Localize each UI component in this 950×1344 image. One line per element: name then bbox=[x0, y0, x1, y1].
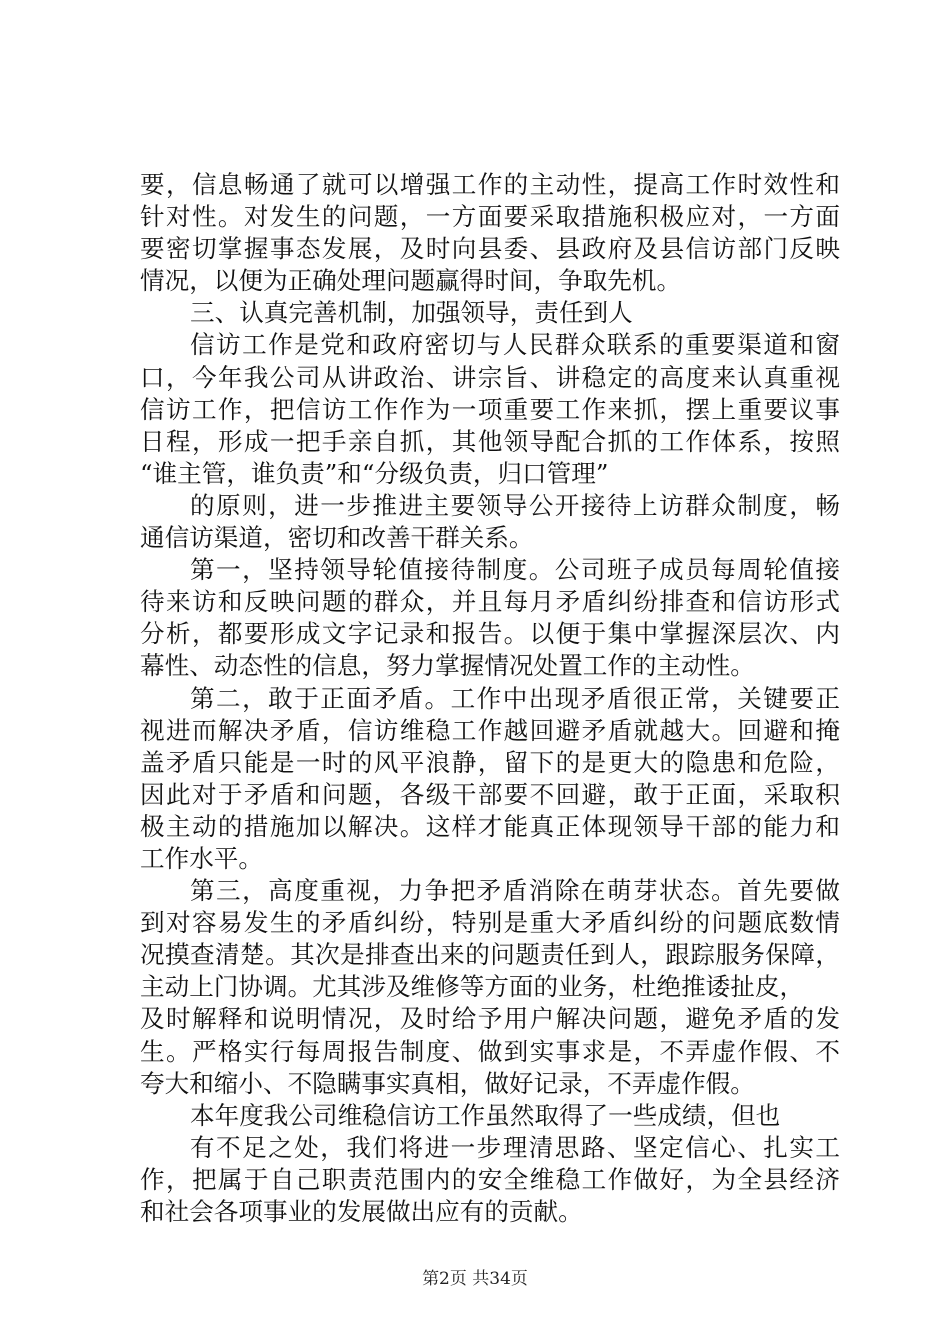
text-line: 作，把属于自己职责范围内的安全维稳工作做好，为全县经济 bbox=[140, 1164, 840, 1194]
text-line: 的原则，进一步推进主要领导公开接待上访群众制度，畅 bbox=[190, 490, 840, 520]
section-heading: 三、认真完善机制，加强领导，责任到人 bbox=[190, 298, 633, 328]
text-line: 视进而解决矛盾，信访维稳工作越回避矛盾就越大。回避和掩 bbox=[140, 715, 840, 745]
text-line: 要密切掌握事态发展，及时向县委、县政府及县信访部门反映 bbox=[140, 234, 840, 264]
text-line: 信访工作，把信访工作作为一项重要工作来抓，摆上重要议事 bbox=[140, 394, 840, 424]
text-line: 针对性。对发生的问题，一方面要采取措施积极应对，一方面 bbox=[140, 202, 840, 232]
text-line: 况摸查清楚。其次是排查出来的问题责任到人，跟踪服务保障， bbox=[140, 940, 840, 970]
text-line: 工作水平。 bbox=[140, 843, 263, 873]
text-line: 日程，形成一把手亲自抓，其他领导配合抓的工作体系，按照 bbox=[140, 426, 840, 456]
text-line: 分析，都要形成文字记录和报告。以便于集中掌握深层次、内 bbox=[140, 619, 840, 649]
text-line: 到对容易发生的矛盾纠纷，特别是重大矛盾纠纷的问题底数情 bbox=[140, 908, 840, 938]
page-footer bbox=[0, 1268, 950, 1290]
text-line: 第二，敢于正面矛盾。工作中出现矛盾很正常，关键要正 bbox=[190, 683, 840, 713]
text-line: 待来访和反映问题的群众，并且每月矛盾纠纷排查和信访形式 bbox=[140, 587, 840, 617]
text-line: 本年度我公司维稳信访工作虽然取得了一些成绩，但也 bbox=[190, 1100, 781, 1130]
text-line: 极主动的措施加以解决。这样才能真正体现领导干部的能力和 bbox=[140, 811, 840, 841]
text-line: 和社会各项事业的发展做出应有的贡献。 bbox=[140, 1197, 583, 1226]
page-number: 第2页 bbox=[422, 1269, 467, 1289]
text-line: 生。严格实行每周报告制度、做到实事求是，不弄虚作假、不 bbox=[140, 1036, 840, 1066]
page-total: 共34页 bbox=[472, 1269, 528, 1289]
text-line: 因此对于矛盾和问题，各级干部要不回避，敢于正面，采取积 bbox=[140, 779, 840, 809]
text-line: 通信访渠道，密切和改善干群关系。 bbox=[140, 523, 534, 553]
text-line: 夸大和缩小、不隐瞒事实真相，做好记录，不弄虚作假。 bbox=[140, 1068, 755, 1098]
text-line: 信访工作是党和政府密切与人民群众联系的重要渠道和窗 bbox=[190, 330, 840, 360]
text-line: 盖矛盾只能是一时的风平浪静，留下的是更大的隐患和危险， bbox=[140, 747, 840, 777]
text-line: 幕性、动态性的信息，努力掌握情况处置工作的主动性。 bbox=[140, 651, 755, 681]
text-line: 第三，高度重视，力争把矛盾消除在萌芽状态。首先要做 bbox=[190, 876, 840, 906]
text-line: 第一，坚持领导轮值接待制度。公司班子成员每周轮值接 bbox=[190, 555, 840, 585]
document-body bbox=[140, 169, 840, 1228]
text-line: 要，信息畅通了就可以增强工作的主动性，提高工作时效性和 bbox=[140, 170, 840, 199]
text-line: “谁主管，谁负责”和“分级负责，归口管理” bbox=[140, 458, 609, 488]
text-line: 及时解释和说明情况，及时给予用户解决问题，避免矛盾的发 bbox=[140, 1004, 840, 1034]
text-line: 情况，以便为正确处理问题赢得时间，争取先机。 bbox=[140, 266, 682, 296]
text-line: 主动上门协调。尤其涉及维修等方面的业务，杜绝推诿扯皮， bbox=[140, 972, 805, 1002]
text-line: 口，今年我公司从讲政治、讲宗旨、讲稳定的高度来认真重视 bbox=[140, 362, 840, 392]
text-line: 有不足之处，我们将进一步理清思路、坚定信心、扎实工 bbox=[190, 1132, 840, 1162]
